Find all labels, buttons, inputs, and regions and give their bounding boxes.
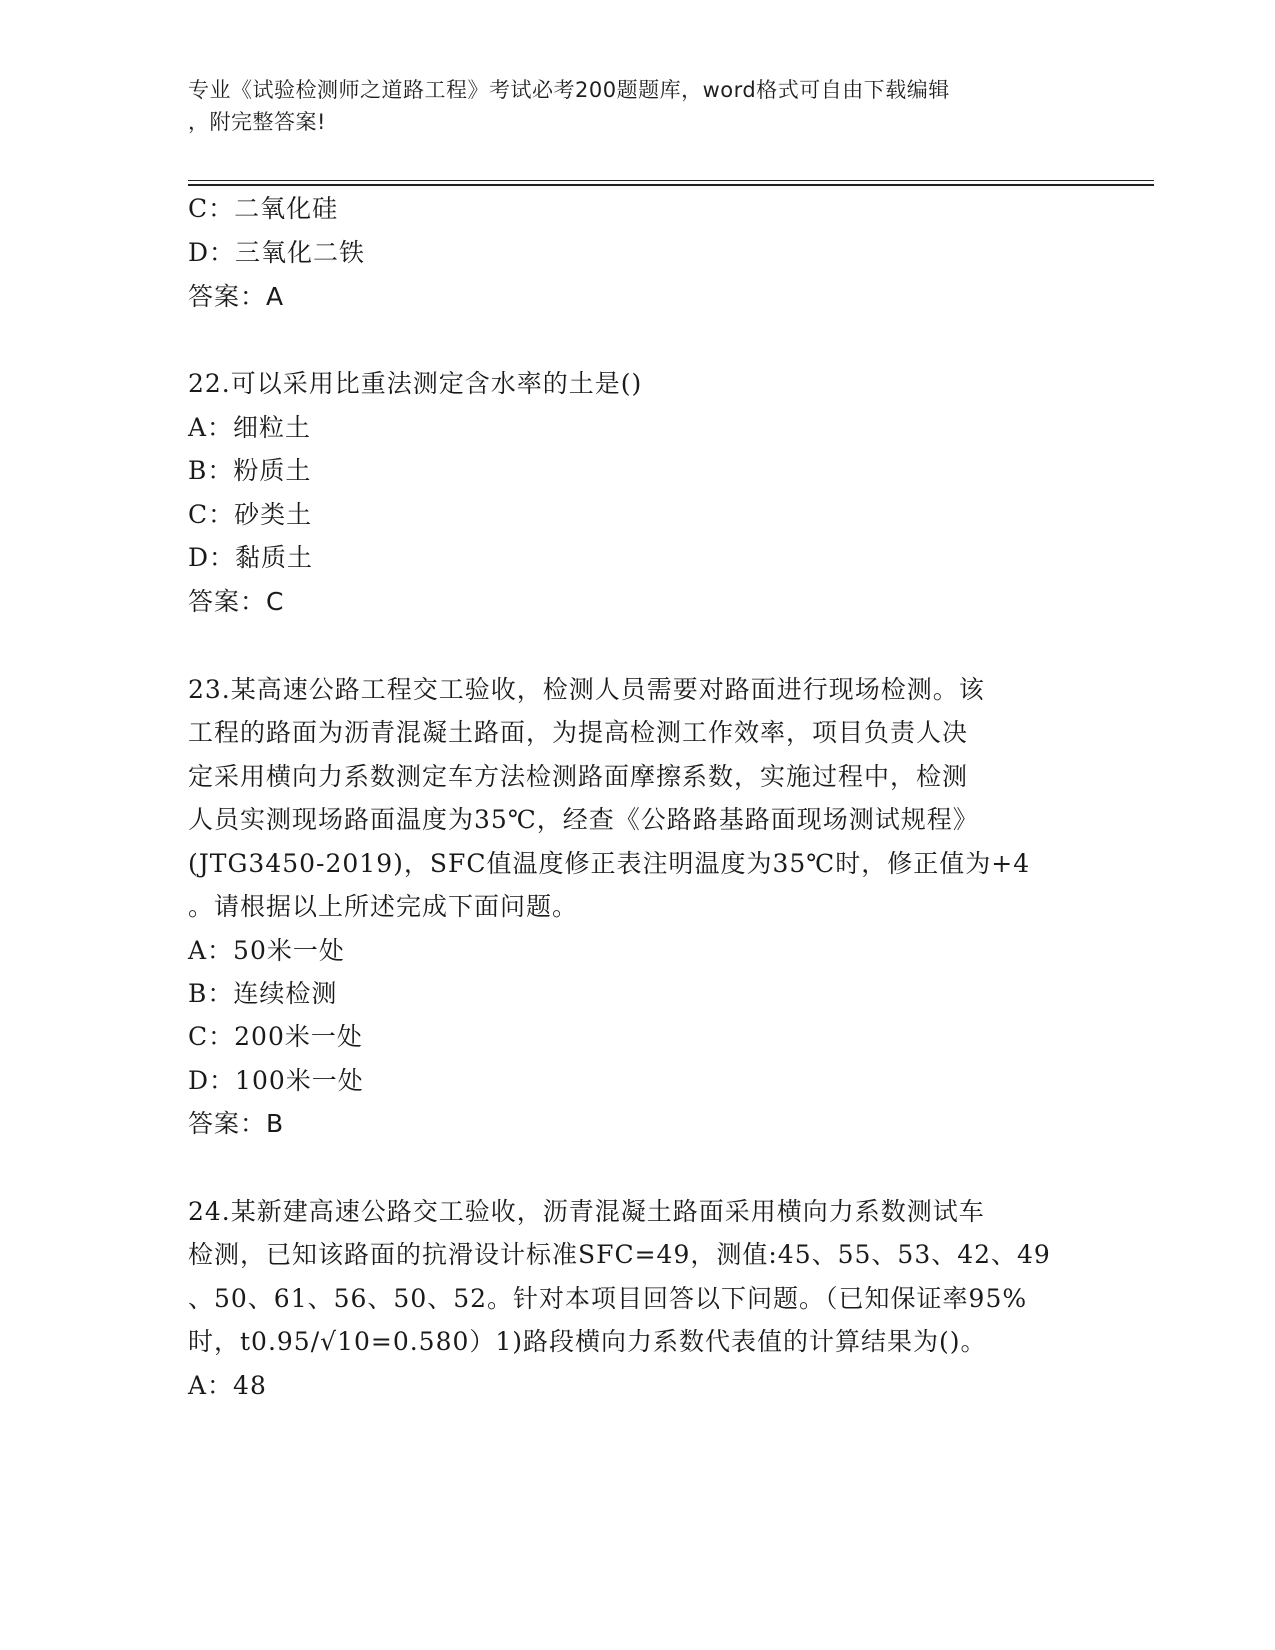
q21-option-c: C：二氧化硅 [188,194,339,223]
q23-option-b: B：连续检测 [188,979,338,1008]
q23-option-a: A：50米一处 [188,936,345,965]
q23-question-line-6: 。请根据以上所述完成下面问题。 [188,892,579,921]
q22-answer: 答案：C [188,587,285,616]
document-header [188,74,1068,138]
q22-option-a: A：细粒土 [188,413,312,442]
q24-option-a: A：48 [188,1371,267,1400]
q22-option-c: C：砂类土 [188,500,313,529]
q24-question-line-1: 24.某新建高速公路交工验收，沥青混凝土路面采用横向力系数测试车 [188,1197,985,1226]
header-divider [188,180,1154,181]
q23-option-c: C：200米一处 [188,1022,363,1051]
header-divider-thick [188,184,1154,186]
q23-question-line-5: (JTG3450-2019)，SFC值温度修正表注明温度为35℃时，修正值为+4 [188,849,1031,878]
q23-question-line-1: 23.某高速公路工程交工验收，检测人员需要对路面进行现场检测。该 [188,675,985,704]
q23-option-d: D：100米一处 [188,1066,364,1095]
q23-question-line-2: 工程的路面为沥青混凝土路面，为提高检测工作效率，项目负责人决 [188,718,969,747]
q24-question-line-2: 检测，已知该路面的抗滑设计标准SFC=49，测值:45、55、53、42、49 [188,1240,1051,1269]
q22-option-d: D：黏质土 [188,543,314,572]
q22-question: 22.可以采用比重法测定含水率的土是() [188,369,643,398]
q23-answer: 答案：B [188,1109,285,1138]
q21-option-d: D：三氧化二铁 [188,238,366,267]
q23-question-line-3: 定采用横向力系数测定车方法检测路面摩擦系数，实施过程中，检测 [188,762,969,791]
q22-option-b: B：粉质土 [188,456,312,485]
q24-question-line-4: 时，t0.95/√10=0.580）1)路段横向力系数代表值的计算结果为()。 [188,1327,987,1356]
header-line-1: 专业《试验检测师之道路工程》考试必考200题题库，word格式可自由下载编辑 [188,78,950,102]
header-line-2: ，附完整答案! [188,110,326,134]
q21-answer: 答案：A [188,282,285,311]
q24-question-line-3: 、50、61、56、50、52。针对本项目回答以下问题。（已知保证率95% [188,1284,1028,1313]
q23-question-line-4: 人员实测现场路面温度为35℃，经查《公路路基路面现场测试规程》 [188,805,979,834]
